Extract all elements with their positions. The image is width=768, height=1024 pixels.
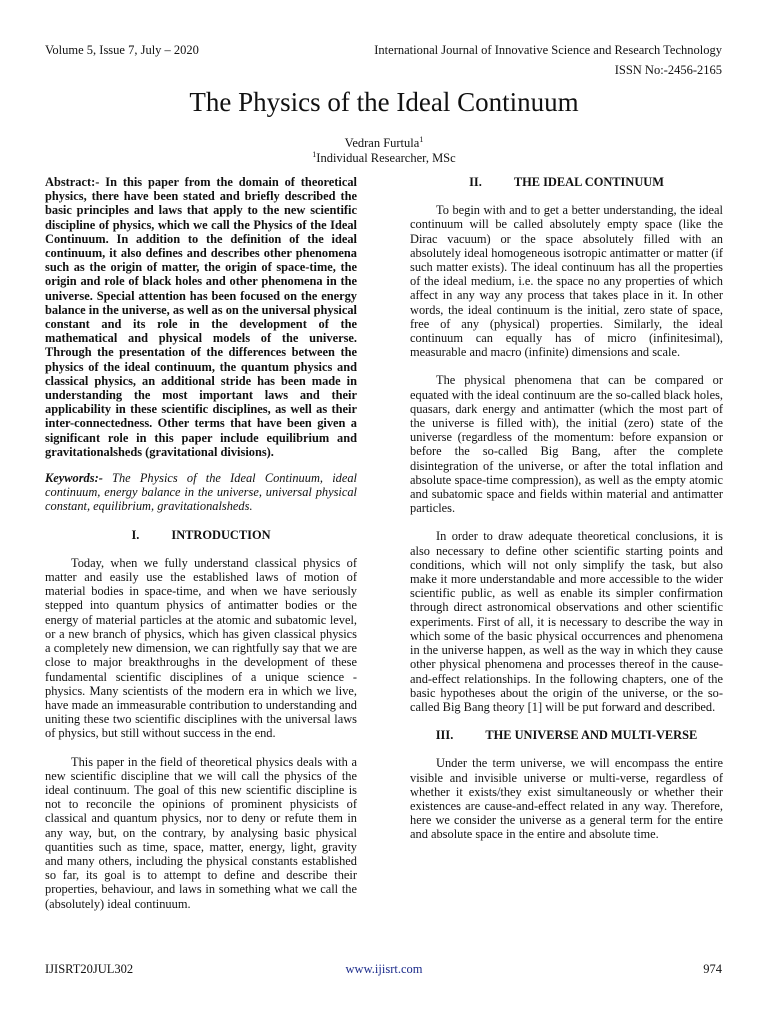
author-line — [0, 136, 768, 151]
journal-volume: Volume 5, Issue 7, July – 2020 — [45, 43, 199, 57]
section-number: I. — [131, 527, 140, 542]
right-column — [410, 175, 723, 842]
keywords-text: The Physics of the Ideal Continuum, ideal continuum, energy balance in the universe, universal physical constant, equilibrium, gravitationalsheds. — [45, 471, 357, 514]
intro-paragraph-2: This paper in the field of theoretical physics deals with a new scientific discipline that we will call the physics of the ideal continuum. The goal of this new scientific discipline is not to reconcile the opinions of prominent physicists of classical and quantum physics, nor to deny or refute them in any way, but, on the contrary, by analysing basic physical quantities such as time, space, matter, energy, light, gravity and many others, including the physical constants established so far, its goal is to attempt to define and describe their properties, behaviour, and laws in something what we call the (absolutely) ideal continuum. — [45, 754, 357, 911]
keywords-label: Keywords:- — [45, 471, 103, 486]
ideal-paragraph-1: To begin with and to get a better understanding, the ideal continuum will be called absolutely empty space (like the Dirac vacuum) or the space absolutely filled with an absolutely ideal homogeneous isotropic antimatter or matter (if such matter exists). The ideal continuum has all the properties of the ideal medium, i.e. the space no any properties of which affect in any way any process that takes place in it. In other words, the ideal continuum is the initial, zero state of space, free of any (physical) properties. Similarly, the ideal continuum can equally has of micro (infinitesimal), measurable and macro (infinite) dimensions and scale. — [410, 203, 723, 360]
section-title: INTRODUCTION — [171, 527, 271, 542]
section-heading-ideal-continuum — [410, 175, 723, 189]
section-title: THE UNIVERSE AND MULTI-VERSE — [485, 728, 698, 743]
journal-issn: ISSN No:-2456-2165 — [614, 63, 722, 77]
affiliation-text: Individual Researcher, MSc — [316, 151, 456, 165]
keywords — [45, 471, 357, 514]
section-number: III. — [435, 728, 454, 743]
intro-paragraph-1: Today, when we fully understand classical physics of matter and easily use the established laws of motion of material bodies in space-time, and when we have seriously stepped into quantum physics of antimatter bodies or the energy of material particles at the atomic and subatomic level, or a new branch of physics, which has given classical physics a completely new dimension, we can rightfully say that we are close to major breakthroughs in the development of these fundamental scientific disciplines of a unique science - physics. Many scientists of the modern era in which we live, have made an immeasurable contribution to understanding and uniting these two scientific disciplines with the universal laws of physics, but still without success in the end. — [45, 555, 357, 741]
ideal-paragraph-2: The physical phenomena that can be compared or equated with the ideal continuum are the so-called black holes, quasars, dark energy and antimatter (which the most part of the universe is filled with), the initial (zero) state of the universe (regardless of the momentum: before expansion or before the so-called Big Bang, after the complete disintegration of the universe, or after the total inflation and absolute space-time compression), as well as the empty atomic and subatomic space and fields within material and antimatter particles. — [410, 373, 723, 516]
section-heading-introduction — [45, 528, 357, 542]
abstract-label: Abstract:- — [45, 175, 100, 189]
footer-paper-code: IJISRT20JUL302 — [45, 962, 134, 976]
section-title: THE IDEAL CONTINUUM — [513, 175, 664, 189]
author-name: Vedran Furtula — [344, 136, 420, 150]
ideal-paragraph-3: In order to draw adequate theoretical conclusions, it is also necessary to define other scientific starting points and conditions, which will not only simplify the task, but also make it more understandable and more accessible to the wider scientific public, as well as enable its simpler confirmation through direct astronomical observations and other scientific experiments. First of all, it is necessary to describe the way in which some of the basic physical occurrences and phenomena in the universe happen, as well as the way in which they cause other physical phenomena and processes thereof in the cause-and-effect relationships. In the following chapters, one of the basic hypotheses about the origin of the universe, or the so-called Big Bang theory [1] will be put forward and described. — [410, 529, 723, 714]
journal-name: International Journal of Innovative Science and Research Technology — [374, 43, 722, 57]
abstract — [45, 175, 357, 459]
footer-page-number: 974 — [703, 962, 722, 976]
footer-website-link[interactable]: www.ijisrt.com — [345, 962, 423, 976]
author-sup: 1 — [419, 134, 424, 144]
affiliation-sup: 1 — [312, 149, 317, 159]
abstract-text: In this paper from the domain of theoretical physics, there have been stated and briefly described the basic principles and laws that apply to the new scientific discipline of physics, which we call the Physics of the Ideal Continuum. In addition to the definition of the ideal continuum, it also defines and describes other phenomena such as the origin of matter, the origin of space-time, the origin and role of black holes and other phenomena in the universe. Special attention has been focused on the energy balance in the universe, as well as on the universal physical constant and its role in the development of the mathematical and physical models of the universe. Through the presentation of the differences between the physics of the ideal continuum, the quantum physics and classical physics, an additional stride has been made in understanding the most important laws and their applicability in these scientific disciplines, as well as their inter-connectedness. Other terms that have been given a significant role in this paper include equilibrium and gravitationalsheds (gravitational divisions). — [45, 175, 357, 459]
affiliation-line — [0, 151, 768, 166]
paper-title: The Physics of the Ideal Continuum — [189, 87, 579, 117]
left-column — [45, 175, 357, 911]
universe-paragraph-1: Under the term universe, we will encompass the entire visible and invisible universe or multi-verse, regardless of whether it exists/they exist simultaneously or whether their existences are cause-and-effect related in any way. Therefore, here we consider the universe as a general term for the entire and absolute space in the entire and absolute time. — [410, 756, 723, 842]
section-heading-universe — [410, 728, 723, 742]
section-number: II. — [469, 175, 482, 189]
